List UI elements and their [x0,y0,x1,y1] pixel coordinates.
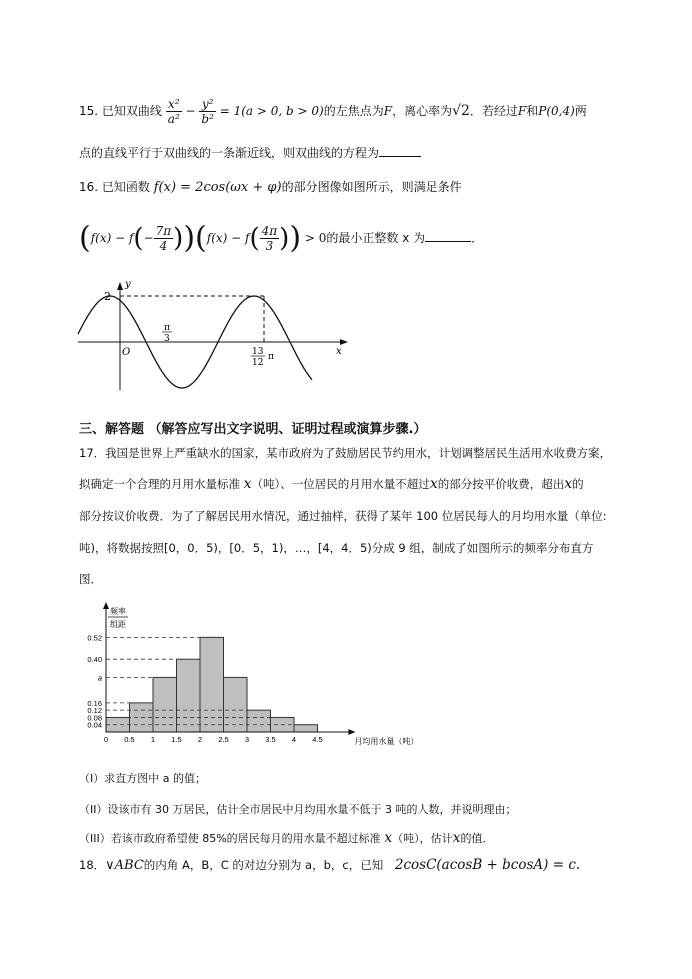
section3-heading: 三、解答题 （解答应写出文字说明、证明过程或演算步骤.） [79,422,427,437]
q15-line2: 点的直线平行于双曲线的一条渐近线，则双曲线的方程为 [79,144,421,161]
sqrt2: √2 [452,103,470,119]
y-tick-label: 0.40 [87,655,102,665]
q17-sub3: （III）若该市政府希望使 85%的居民每月的用水量不超过标准 x（吨），估计x的值． [79,830,494,846]
y-label-top: 频率 [110,607,126,616]
tick-pi: π [268,352,274,362]
histogram-bar [177,659,201,732]
y-axis-arrow [117,282,123,290]
q16-line1: 16. 已知函数 f(x) = 2cos(ωx + φ)的部分图像如图所示，则满足条件 [79,180,462,195]
y-tick-label: 0.04 [87,720,102,730]
x-axis-label: x [336,346,342,357]
q17-line2: 拟确定一个合理的月用水量标准 x（吨）、一位居民的月用水量不超过x的部分按平价收费，超出x的 [79,476,584,492]
x-axis-arrow [340,339,348,345]
x-tick-label: 2.5 [218,735,229,744]
x-tick-label: 0 [103,735,109,744]
q16-condition: (f(x) − f(− $\frac{7\pi}{4}$ ))(f(x) − f( $\frac{4\pi}{3}$ )) > 0的最小正整数 x 为 ． [79,220,484,256]
origin-label: O [122,347,131,358]
q15-eq: = 1(a > 0, b > 0) [219,104,324,118]
q15-prefix: 15. 已知双曲线 [79,104,162,118]
q18-line: 18．∨ABC的内角 A，B，C 的对边分别为 a，b，c，已知 2cosC(acosB + bcosA) = c. [79,857,581,873]
max-label: 2 [104,290,111,303]
y-label-bottom: 组距 [110,620,126,629]
q17-line5: 图． [79,572,102,586]
tick-pi3-num: π [164,323,170,333]
x-tick-label: 3 [244,735,250,744]
histogram-bar [224,677,248,732]
q16-answer-blank[interactable] [425,241,471,242]
q17-sub1: （I）求直方图中 a 的值； [79,772,206,785]
tick-13-num: 13 [252,347,264,357]
histogram-bar [247,710,271,732]
x-tick-label: 3.5 [265,735,276,744]
x-tick-label: 1.5 [171,735,182,744]
histogram-bar [294,725,318,732]
tick-13-den: 12 [252,358,264,368]
y-axis-arrow [103,602,109,609]
y-tick-label: 0.16 [87,698,102,708]
x-tick-label: 2 [197,735,203,744]
x-axis-arrow [348,729,355,735]
q17-line1: 17．我国是世界上严重缺水的国家，某市政府为了鼓励居民节约用水，计划调整居民生活用水收费方案， [79,446,612,460]
y-tick-label: 0.52 [87,633,102,643]
q15-answer-blank[interactable] [379,156,421,157]
x-tick-label: 1 [150,735,156,744]
cosine-graph [74,278,354,396]
q16-function: f(x) = 2cos(ωx + φ) [153,180,282,195]
q15-line1: 15. 已知双曲线 $\frac{\text{x²}}{\text{a²}}$ − $\frac{\text{y²}}{\text{b²}}$ = 1(a > 0, b > 0)的左焦点为F，离心率为√2．若经过F和P(0,4)两 [79,97,587,126]
x-axis-title: 月均用水量（吨） [354,737,419,746]
x-tick-label: 4.5 [312,735,323,744]
q18-formula: 2cosC(acosB + bcosA) = c. [394,857,581,873]
histogram-bar [153,677,177,732]
q17-sub2: （II）设该市有 30 万居民，估计全市居民中月均用水量不低于 3 吨的人数，并说明理由； [79,803,517,816]
q17-line4: 吨)，将数据按照[0，0．5)，[0．5，1)，…，[4，4．5)分成 9 组，制成了如图所示的频率分布直方 [79,541,594,555]
y-tick-label: a [97,673,102,683]
y-tick-label: 0.12 [87,706,102,716]
y-tick-label: 0.08 [87,713,102,723]
q15-frac-y: $\frac{\text{y²}}{\text{b²}}$ [201,97,214,126]
frequency-histogram [80,600,420,752]
x-tick-label: 0.5 [124,735,135,744]
x-tick-label: 4 [291,735,297,744]
q17-line3: 部分按议价收费．为了了解居民用水情况，通过抽样，获得了某年 100 位居民每人的月均用水量（单位: [79,509,607,523]
y-axis-label: y [125,279,131,290]
tick-pi3-den: 3 [164,334,170,344]
q15-frac-x: $\frac{\text{x²}}{\text{a²}}$ [167,97,180,126]
